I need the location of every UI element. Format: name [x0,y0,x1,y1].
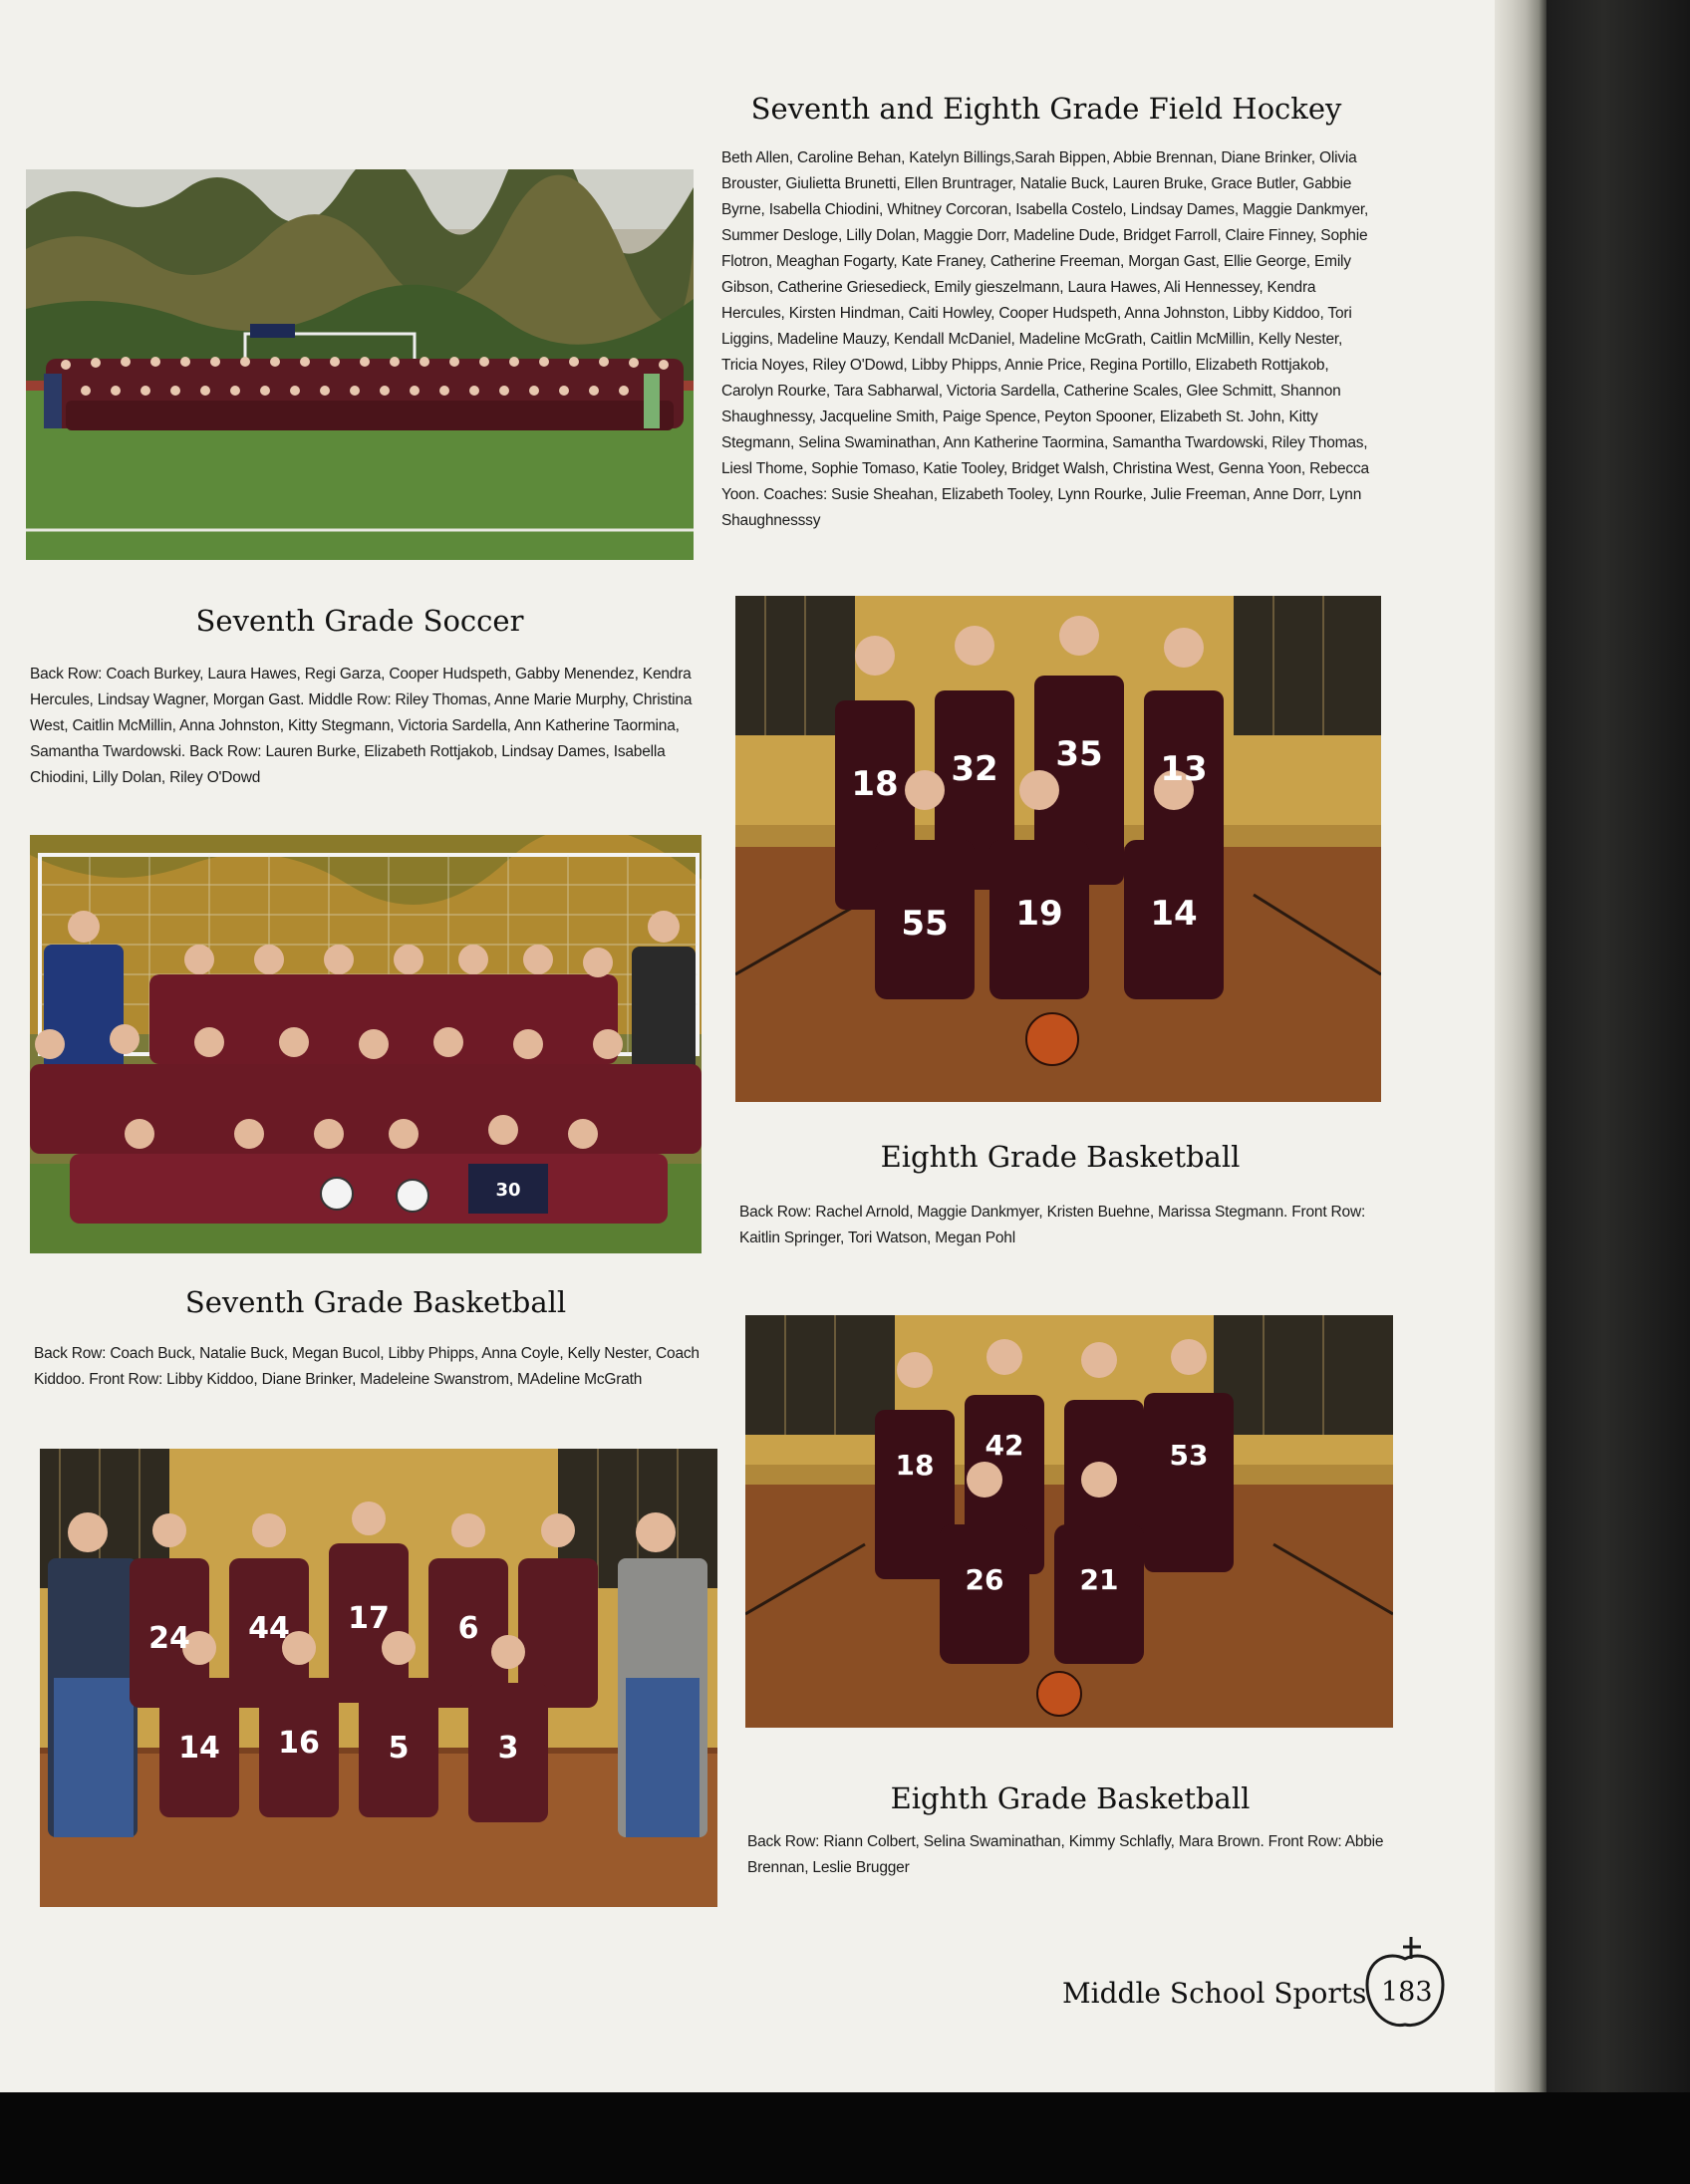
jersey-number: 35 [1055,734,1103,774]
jersey-number: 17 [348,1601,390,1636]
soccer-jersey-number: 30 [495,1180,521,1201]
soccer-photo [30,835,702,1253]
seventh-basketball-photo [40,1449,717,1907]
field-hockey-photo [26,169,694,560]
jersey-number: 16 [278,1726,320,1761]
jersey-number: 5 [388,1731,410,1766]
jersey-number: 24 [148,1621,190,1656]
page-number-badge [1359,1929,1451,2039]
jersey-number: 3 [497,1731,519,1766]
eighth-basketball-title-a: Eighth Grade Basketball [880,1140,1241,1174]
eighth-basketball-title-b: Eighth Grade Basketball [890,1781,1251,1815]
eighth-basketball-photo-a [735,596,1381,1102]
scan-background [0,2092,1690,2184]
jersey-number: 14 [1150,894,1198,934]
page-number: 183 [1381,1977,1433,2008]
jersey-number: 6 [457,1611,479,1646]
soccer-title: Seventh Grade Soccer [195,604,524,638]
jersey-number: 19 [1015,894,1063,934]
jersey-number: 44 [248,1611,290,1646]
seventh-basketball-roster: Back Row: Coach Buck, Natalie Buck, Megan Bucol, Libby Phipps, Anna Coyle, Kelly Nester, Coach Kiddoo. Front Row: Libby Kiddoo, Diane Brinker, Madeleine Swanstrom, MAdeline McGrath [34,1345,700,1388]
eighth-basketball-roster-b: Back Row: Riann Colbert, Selina Swaminathan, Kimmy Schlafly, Mara Brown. Front Row: Abbie Brennan, Leslie Brugger [747,1833,1384,1876]
section-footer-label: Middle School Sports [1062,1977,1367,2010]
jersey-number: 13 [1160,749,1208,789]
field-hockey-title: Seventh and Eighth Grade Field Hockey [750,92,1342,126]
book-binding [1547,0,1690,2184]
soccer-roster: Back Row: Coach Burkey, Laura Hawes, Regi Garza, Cooper Hudspeth, Gabby Menendez, Kendra Hercules, Lindsay Wagner, Morgan Gast. Middle Row: Riley Thomas, Anne Marie Murphy, Christina West, Caitlin McMillin, Anna Johnston, Kitty Stegmann, Victoria Sardella, Ann Katherine Taormina, Samantha Twardowski. Back Row: Lauren Burke, Elizabeth Rottjakob, Lindsay Dames, Isabella Chiodini, Lilly Dolan, Riley O'Dowd [30,666,693,786]
jersey-number: 14 [178,1731,220,1766]
jersey-number: 42 [985,1429,1024,1462]
jersey-number: 18 [895,1449,935,1482]
jersey-number: 26 [965,1563,1004,1596]
jersey-number: 55 [901,904,949,944]
seventh-basketball-title: Seventh Grade Basketball [184,1285,567,1319]
jersey-number: 53 [1169,1439,1209,1472]
jersey-number: 32 [951,749,998,789]
page-edge [1495,0,1547,2096]
eighth-basketball-photo-b [745,1315,1393,1728]
jersey-number: 18 [851,764,899,804]
field-hockey-roster: Beth Allen, Caroline Behan, Katelyn Billings,Sarah Bippen, Abbie Brennan, Diane Brinker, Olivia Brouster, Giulietta Brunetti, Ellen Bruntrager, Natalie Buck, Lauren Bruke, Grace Butler, Gabbie Byrne, Isabella Chiodini, Whitney Corcoran, Isabella Costelo, Lindsay Dames, Maggie Dankmyer, Summer Desloge, Lilly Dolan, Maggie Dorr, Madeline Dude, Bridget Farroll, Claire Finney, Sophie Flotron, Meaghan Fogarty, Kate Franey, Catherine Freeman, Morgan Gast, Ellie George, Emily Gibson, Catherine Griesedieck, Emily gieszelmann, Laura Hawes, Ali Hennessey, Kendra Hercules, Kirsten Hindman, Caiti Howley, Cooper Hudspeth, Anna Johnston, Libby Kiddoo, Tori Liggins, Madeline Mauzy, Kendall McDaniel, Madeline McGrath, Caitlin McMillin, Kelly Nester, Tricia Noyes, Riley O'Dowd, Libby Phipps, Annie Price, Regina Portillo, Elizabeth Rottjakob, Carolyn Rourke, Tara Sabharwal, Victoria Sardella, Catherine Scales, Glee Schmitt, Shannon Shaughnessy, Jacqueline Smith, Paige Spence, Peyton Spooner, Elizabeth St. John, Kitty Stegmann, Selina Swaminathan, Ann Katherine Taormina, Samantha Twardowski, Riley Thomas, Liesl Thome, Sophie Tomaso, Katie Tooley, Bridget Walsh, Christina West, Genna Yoon, Rebecca Yoon. Coaches: Susie Sheahan, Elizabeth Tooley, Lynn Rourke, Julie Freeman, Anne Dorr, Lynn Shaughnesssy [721,149,1369,529]
jersey-number: 21 [1079,1563,1119,1596]
eighth-basketball-roster-a: Back Row: Rachel Arnold, Maggie Dankmyer, Kristen Buehne, Marissa Stegmann. Front Row: Kaitlin Springer, Tori Watson, Megan Pohl [739,1204,1366,1246]
